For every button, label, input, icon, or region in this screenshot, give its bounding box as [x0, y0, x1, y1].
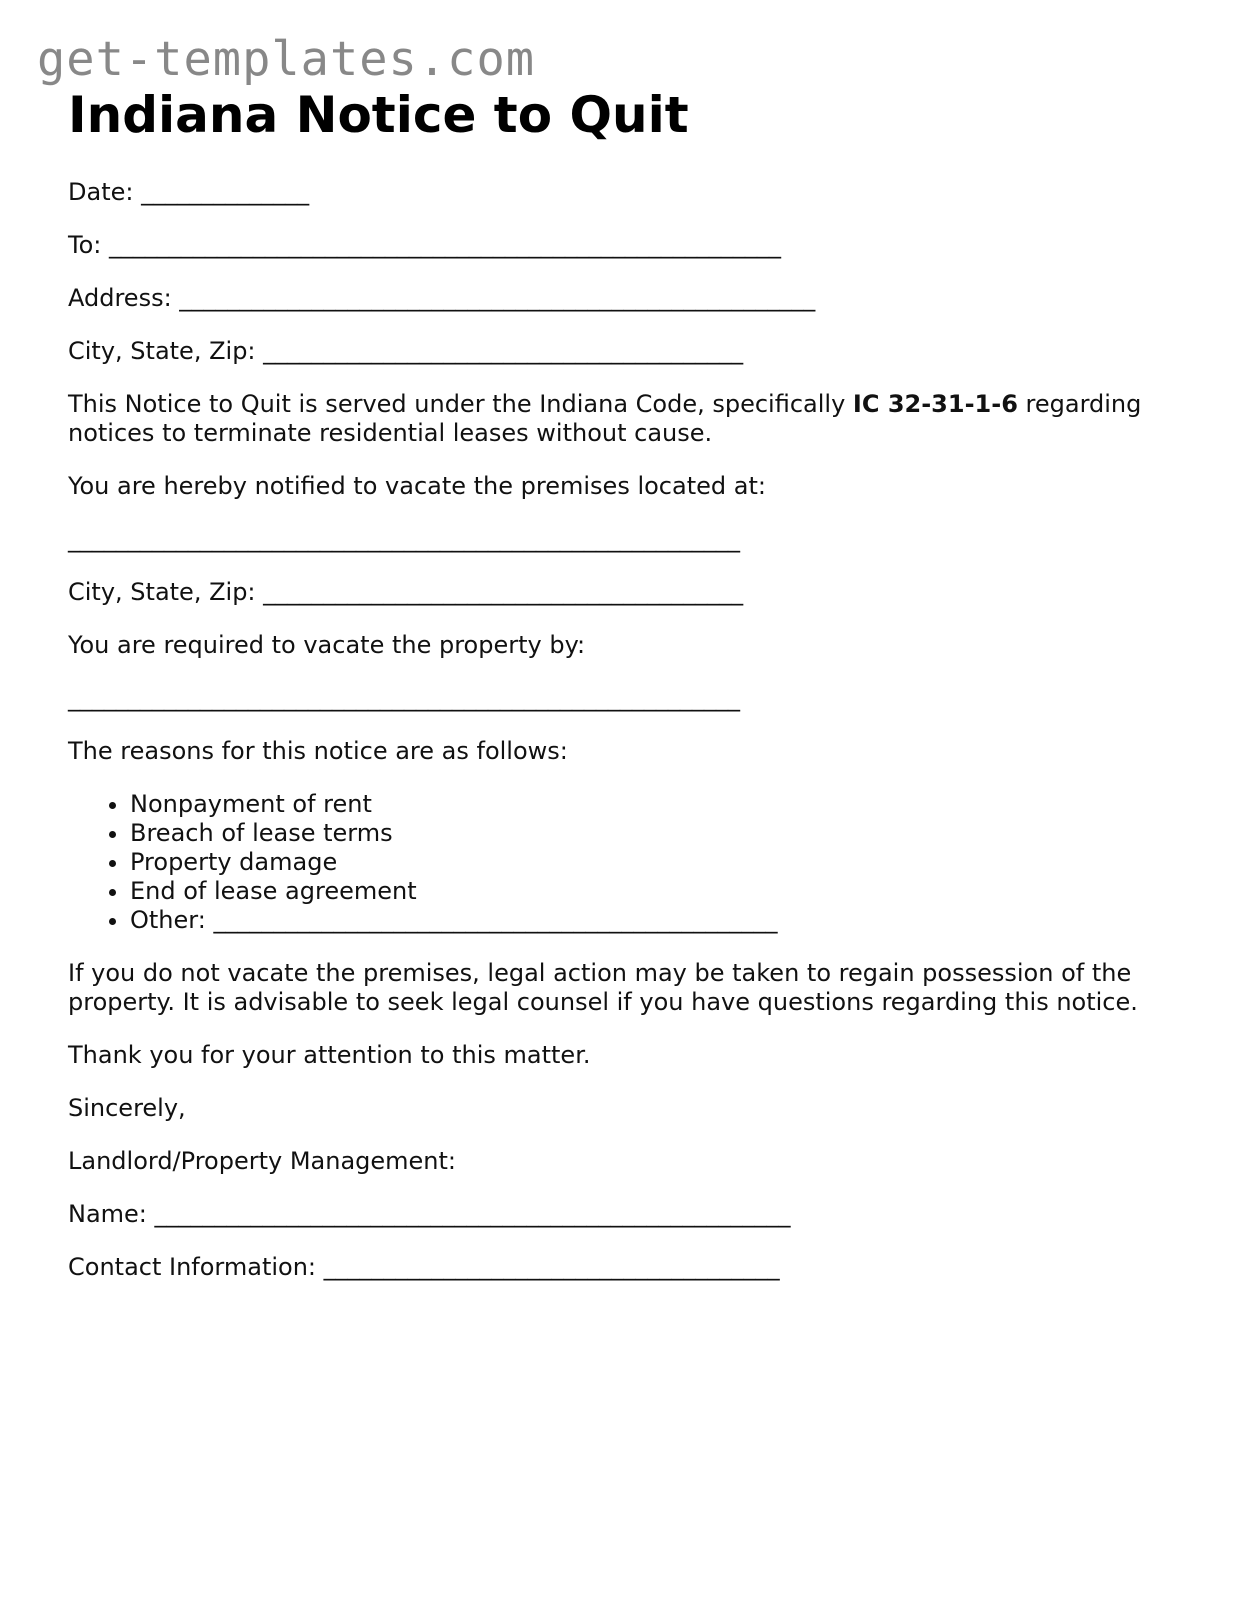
page-title: Indiana Notice to Quit [68, 86, 689, 144]
contact-field[interactable]: Contact Information: ______________________________________ [68, 1253, 780, 1281]
reasons-list [68, 790, 1188, 935]
warning-paragraph: If you do not vacate the premises, legal action may be taken to regain possession of the property. It is advisable to seek legal counsel if you have questions regarding this notice. [68, 959, 1138, 1016]
vacate-location-text: You are hereby notified to vacate the premises located at: [68, 472, 766, 500]
reasons-heading: The reasons for this notice are as follows: [68, 737, 568, 765]
list-item: • End of lease agreement [130, 877, 1188, 906]
list-item: • Nonpayment of rent [130, 790, 1188, 819]
list-item: • Property damage [130, 848, 1188, 877]
name-field[interactable]: Name: _____________________________________________________ [68, 1200, 791, 1228]
vacate-by-text: You are required to vacate the property by: [68, 631, 586, 659]
watermark: get-templates.com [37, 32, 536, 87]
notice-body [68, 178, 1188, 1306]
code-reference: IC 32-31-1-6 [852, 390, 1018, 418]
to-field[interactable]: To: ________________________________________________________ [68, 231, 781, 259]
premises-city-state-zip-field[interactable]: City, State, Zip: ________________________________________ [68, 578, 744, 606]
premises-address-field[interactable]: ________________________________________________________ [68, 525, 740, 553]
address-field[interactable]: Address: _____________________________________________________ [68, 284, 816, 312]
closing-text: Sincerely, [68, 1094, 186, 1122]
thanks-text: Thank you for your attention to this matter. [68, 1041, 591, 1069]
list-item-other[interactable]: • Other: _______________________________________________ [130, 906, 1188, 935]
list-item: • Breach of lease terms [130, 819, 1188, 848]
intro-text: This Notice to Quit is served under the Indiana Code, specifically [68, 390, 853, 418]
intro-text-end: regarding notices to terminate residential leases without cause. [68, 390, 1142, 447]
city-state-zip-field[interactable]: City, State, Zip: ________________________________________ [68, 337, 744, 365]
date-field[interactable]: Date: ______________ [68, 178, 310, 206]
intro-paragraph [68, 390, 1188, 448]
signatory-label: Landlord/Property Management: [68, 1147, 457, 1175]
vacate-date-field[interactable]: ________________________________________________________ [68, 684, 740, 712]
